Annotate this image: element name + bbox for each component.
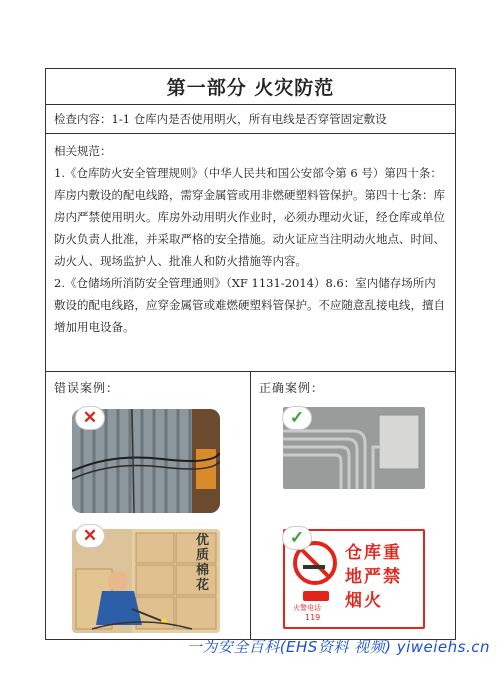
check-content-row [46, 105, 455, 134]
sign-small-text: 火警电话 [293, 604, 321, 612]
boxes-label: 优质棉花 [196, 533, 210, 593]
rules-heading: 相关规范： [54, 144, 112, 158]
check-content: 检查内容：1-1 仓库内是否使用明火，所有电线是否穿管固定敷设 [54, 112, 387, 126]
section-title: 第一部分 火灾防范 [166, 77, 335, 99]
green-check-icon: ✓ [283, 527, 311, 549]
red-cross-icon: ✕ [76, 525, 104, 547]
rules-section [46, 134, 455, 372]
green-check-icon: ✓ [283, 407, 311, 429]
inspection-sheet [45, 68, 456, 640]
title-row [46, 69, 455, 105]
right-label: 正确案例： [259, 381, 325, 395]
sign-main-text: 仓库重地严禁烟火 [345, 543, 402, 611]
correct-cases [251, 371, 455, 639]
wrong-label: 错误案例： [54, 381, 120, 395]
wrong-cases [46, 371, 251, 639]
footer-watermark: 一为安全百科(EHS资料 视频) yiweiehs.cn [186, 638, 490, 656]
cases-section [46, 371, 455, 639]
rule-item-2: 2.《仓储场所消防安全管理通则》（XF 1131-2014）8.6：室内储存场所内敷设的配电线路，应穿金属管或难燃硬塑料管保护。不应随意乱接电线，擅自增加用电设备。 [54, 276, 445, 334]
rule-item-1: 1.《仓库防火安全管理规则》（中华人民共和国公安部令第 6 号）第四十条：库房内敷设的配电线路，需穿金属管或用非燃硬塑料管保护。第四十七条：库房内严禁使用明火。库房外动用明火作业时，必须办理动火证，经仓库或单位防火负责人批准，并采取严格的安全措施。动火证应当注明动火地点、时间、动火人、现场监护人、批准人和防火措施等内容。 [54, 166, 445, 268]
sign-number: 119 [305, 613, 321, 622]
red-cross-icon: ✕ [76, 407, 104, 429]
